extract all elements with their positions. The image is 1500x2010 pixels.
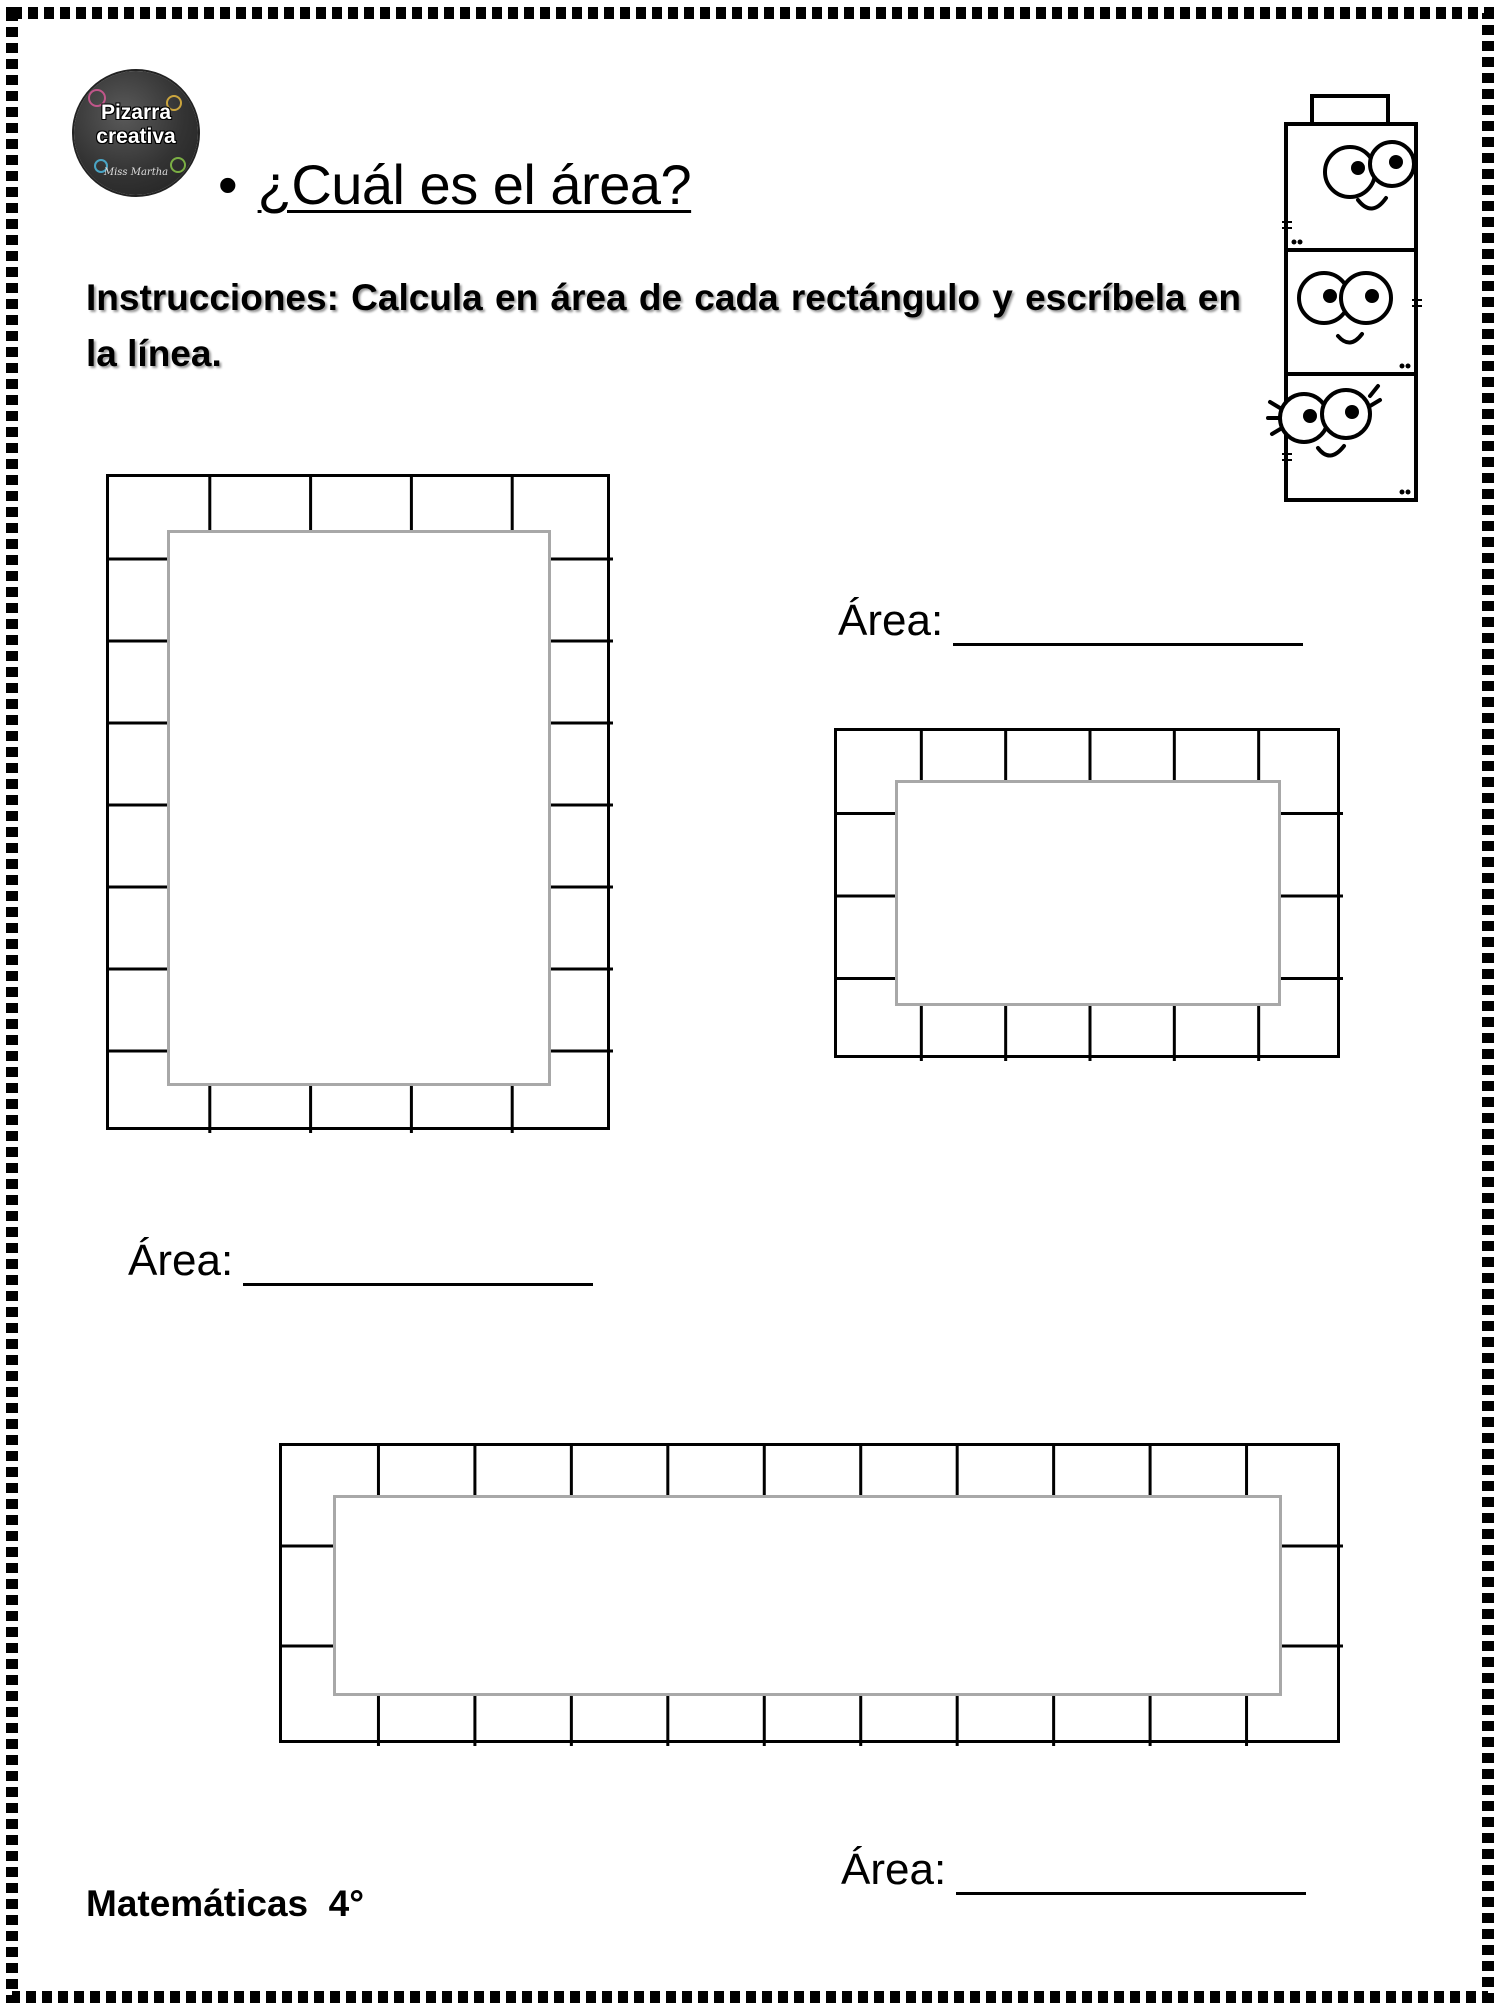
page-title: ¿Cuál es el área? <box>257 153 692 216</box>
footer-subject: Matemáticas 4° <box>86 1883 365 1924</box>
rectangle-grid-1 <box>106 474 610 1130</box>
area-label-2: Área: <box>838 596 944 645</box>
area-answer-line-3[interactable] <box>956 1852 1306 1895</box>
pizarra-creativa-logo <box>74 71 198 195</box>
logo-signature: Miss Martha <box>103 167 169 178</box>
rectangle-grid-2 <box>834 728 1340 1058</box>
bullet-icon: • <box>218 153 238 216</box>
area-answer-2 <box>838 596 1303 646</box>
area-label-3: Área: <box>841 1845 947 1894</box>
area-answer-line-1[interactable] <box>243 1243 593 1286</box>
area-label-1: Área: <box>128 1236 234 1285</box>
logo-text-line-1: Pizarra <box>100 101 172 124</box>
title-row <box>218 150 691 220</box>
area-answer-line-2[interactable] <box>953 603 1303 646</box>
instructions-text: Instrucciones: Calcula en área de cada rectángulo y escríbela en la línea. <box>86 277 1241 374</box>
area-answer-1 <box>128 1236 593 1286</box>
rectangle-interior-3 <box>333 1495 1282 1696</box>
rectangle-grid-3 <box>279 1443 1340 1743</box>
rectangle-interior-1 <box>167 530 551 1086</box>
rectangle-interior-2 <box>895 780 1281 1006</box>
logo-text-line-2: creativa <box>96 125 176 148</box>
unit-cubes-mascot-icon <box>1262 92 1422 512</box>
area-answer-3 <box>841 1845 1306 1895</box>
